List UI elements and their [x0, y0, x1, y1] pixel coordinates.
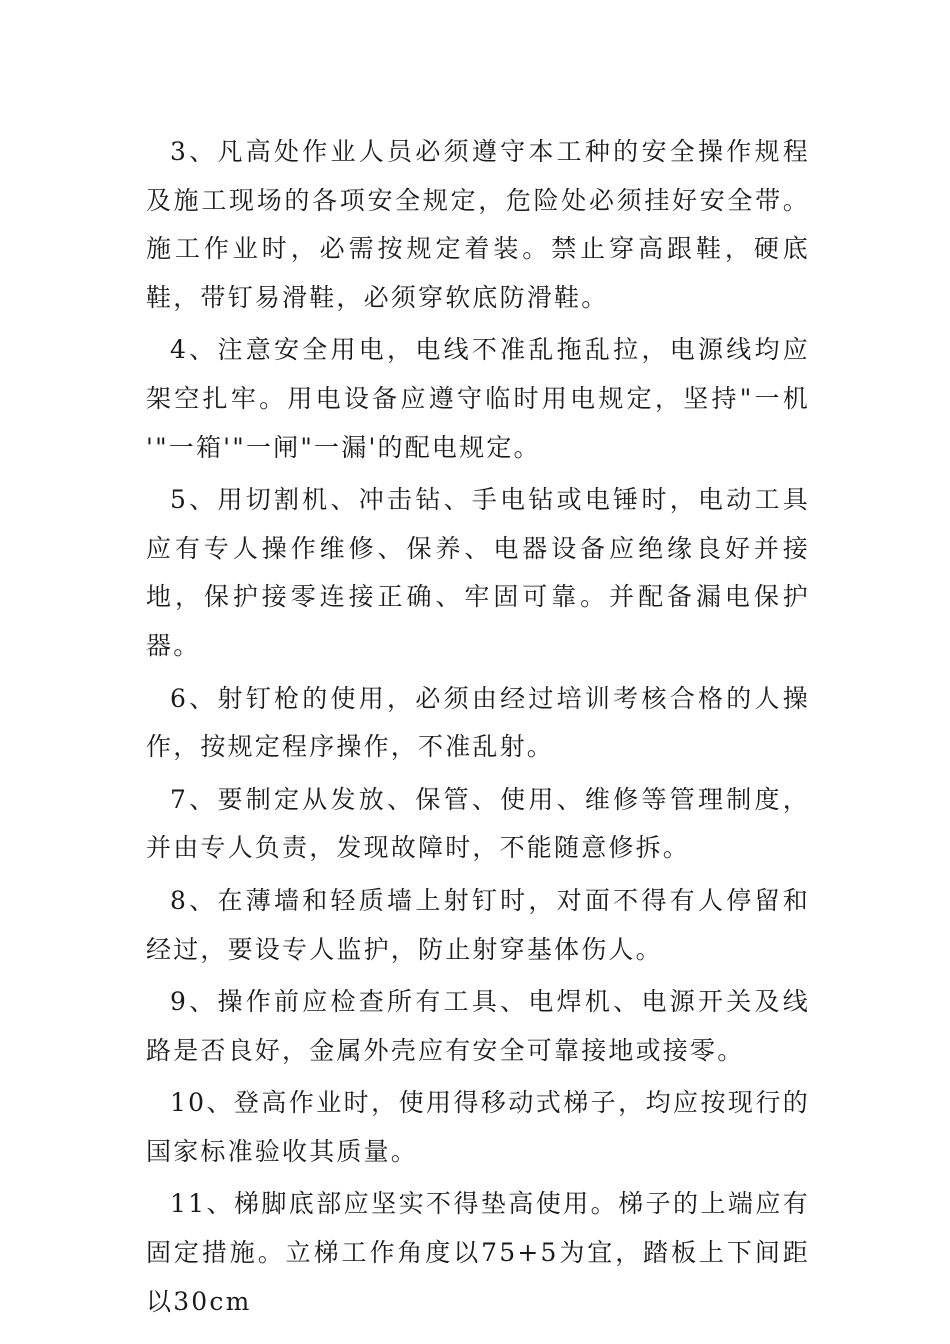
paragraph-rule-7: 7、要制定从发放、保管、使用、维修等管理制度，并由专人负责，发现故障时，不能随意修拆。 — [146, 784, 810, 863]
paragraph-rule-9: 9、操作前应检查所有工具、电焊机、电源开关及线路是否良好，金属外壳应有安全可靠接地或接零。 — [146, 987, 810, 1065]
paragraph-rule-4: 4、注意安全用电，电线不准乱拖乱拉，电源线均应架空扎牢。用电设备应遵守临时用电规定，坚持"一机 '"一箱'"一闸"一漏'的配电规定。 — [146, 335, 810, 462]
document-body — [146, 128, 810, 1326]
paragraph-rule-8: 8、在薄墙和轻质墙上射钉时，对面不得有人停留和经过，要设专人监护，防止射穿基体伤人。 — [146, 885, 810, 964]
paragraph-rule-10: 10、登高作业时，使用得移动式梯子，均应按现行的国家标准验收其质量。 — [146, 1088, 810, 1166]
paragraph-rule-11: 11、梯脚底部应坚实不得垫高使用。梯子的上端应有固定措施。立梯工作角度以75+5为宜，踏板上下间距以30cm — [146, 1189, 810, 1316]
paragraph-rule-5: 5、用切割机、冲击钻、手电钻或电锤时，电动工具应有专人操作维修、保养、电器设备应绝缘良好并接地，保护接零连接正确、牢固可靠。并配备漏电保护器。 — [146, 485, 810, 660]
paragraph-rule-6: 6、射钉枪的使用，必须由经过培训考核合格的人操作，按规定程序操作，不准乱射。 — [146, 683, 810, 762]
paragraph-rule-3: 3、凡高处作业人员必须遵守本工种的安全操作规程及施工现场的各项安全规定，危险处必须挂好安全带。施工作业时，必需按规定着装。禁止穿高跟鞋，硬底鞋，带钉易滑鞋，必须穿软底防滑鞋。 — [146, 137, 810, 312]
